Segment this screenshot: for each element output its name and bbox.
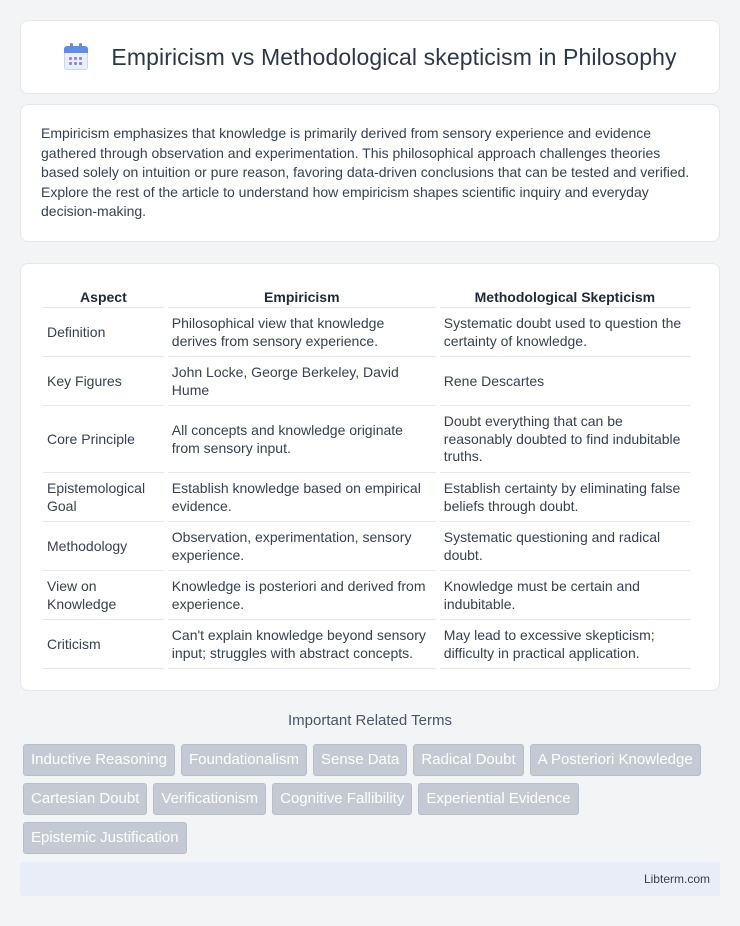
table-row — [43, 473, 690, 522]
term-tag[interactable]: Cognitive Fallibility — [272, 783, 412, 815]
table-cell-skepticism: Knowledge must be certain and indubitable. — [440, 571, 690, 620]
table-cell-skepticism: Doubt everything that can be reasonably doubted to find indubitable truths. — [440, 406, 690, 473]
table-cell-skepticism: Systematic doubt used to question the certainty of knowledge. — [440, 308, 690, 357]
term-tag[interactable]: Sense Data — [313, 744, 407, 776]
table-row — [43, 571, 690, 620]
table-cell-aspect: Methodology — [43, 522, 164, 571]
table-row — [43, 406, 690, 473]
term-tag[interactable]: Experiential Evidence — [418, 783, 578, 815]
table-cell-empiricism: All concepts and knowledge originate from sensory input. — [168, 406, 436, 473]
table-cell-empiricism: Knowledge is posteriori and derived from experience. — [168, 571, 436, 620]
table-row — [43, 522, 690, 571]
term-tag[interactable]: Inductive Reasoning — [23, 744, 175, 776]
page-title: Empiricism vs Methodological skepticism in Philosophy — [111, 43, 677, 70]
table-cell-empiricism: Establish knowledge based on empirical evidence. — [168, 473, 436, 522]
term-tag[interactable]: Foundationalism — [181, 744, 307, 776]
table-cell-aspect: Key Figures — [43, 357, 164, 406]
table-row — [43, 308, 690, 357]
header — [63, 43, 676, 71]
term-tag[interactable]: Cartesian Doubt — [23, 783, 147, 815]
table-cell-skepticism: Rene Descartes — [440, 357, 690, 406]
related-terms-list — [23, 744, 713, 854]
intro-paragraph: Empiricism emphasizes that knowledge is primarily derived from sensory experience and evidence gathered through observation and experimentation. This philosophical approach challenges theories based solely on intuition or pure reason, favoring data-driven conclusions that can be tested and verified. Explore the rest of the article to understand how empiricism shapes scientific inquiry and everyday decision-making. — [41, 125, 690, 219]
table-cell-skepticism: Establish certainty by eliminating false beliefs through doubt. — [440, 473, 690, 522]
table-cell-aspect: Core Principle — [43, 406, 164, 473]
table-cell-empiricism: Observation, experimentation, sensory experience. — [168, 522, 436, 571]
related-terms-heading: Important Related Terms — [288, 712, 452, 729]
table-cell-empiricism: Philosophical view that knowledge derives from sensory experience. — [168, 308, 436, 357]
calendar-icon — [63, 43, 89, 71]
column-header-aspect: Aspect — [43, 284, 164, 308]
table-cell-aspect: Definition — [43, 308, 164, 357]
table-cell-aspect: Criticism — [43, 620, 164, 669]
table-cell-skepticism: May lead to excessive skepticism; difficulty in practical application. — [440, 620, 690, 669]
table-cell-skepticism: Systematic questioning and radical doubt. — [440, 522, 690, 571]
table-row — [43, 620, 690, 669]
term-tag[interactable]: A Posteriori Knowledge — [530, 744, 701, 776]
header-card — [20, 20, 720, 94]
table-cell-aspect: Epistemological Goal — [43, 473, 164, 522]
table-cell-aspect: View on Knowledge — [43, 571, 164, 620]
term-tag[interactable]: Radical Doubt — [413, 744, 523, 776]
table-cell-empiricism: John Locke, George Berkeley, David Hume — [168, 357, 436, 406]
table-row — [43, 357, 690, 406]
table-cell-empiricism: Can't explain knowledge beyond sensory input; struggles with abstract concepts. — [168, 620, 436, 669]
comparison-card — [20, 263, 720, 691]
column-header-skepticism: Methodological Skepticism — [440, 284, 690, 308]
term-tag[interactable]: Epistemic Justification — [23, 822, 187, 854]
footer-site-link[interactable]: Libterm.com — [643, 872, 710, 886]
intro-card — [20, 104, 720, 242]
term-tag[interactable]: Verificationism — [153, 783, 266, 815]
table-header-row — [43, 284, 690, 308]
footer — [20, 862, 720, 896]
column-header-empiricism: Empiricism — [168, 284, 436, 308]
comparison-table — [39, 284, 694, 669]
